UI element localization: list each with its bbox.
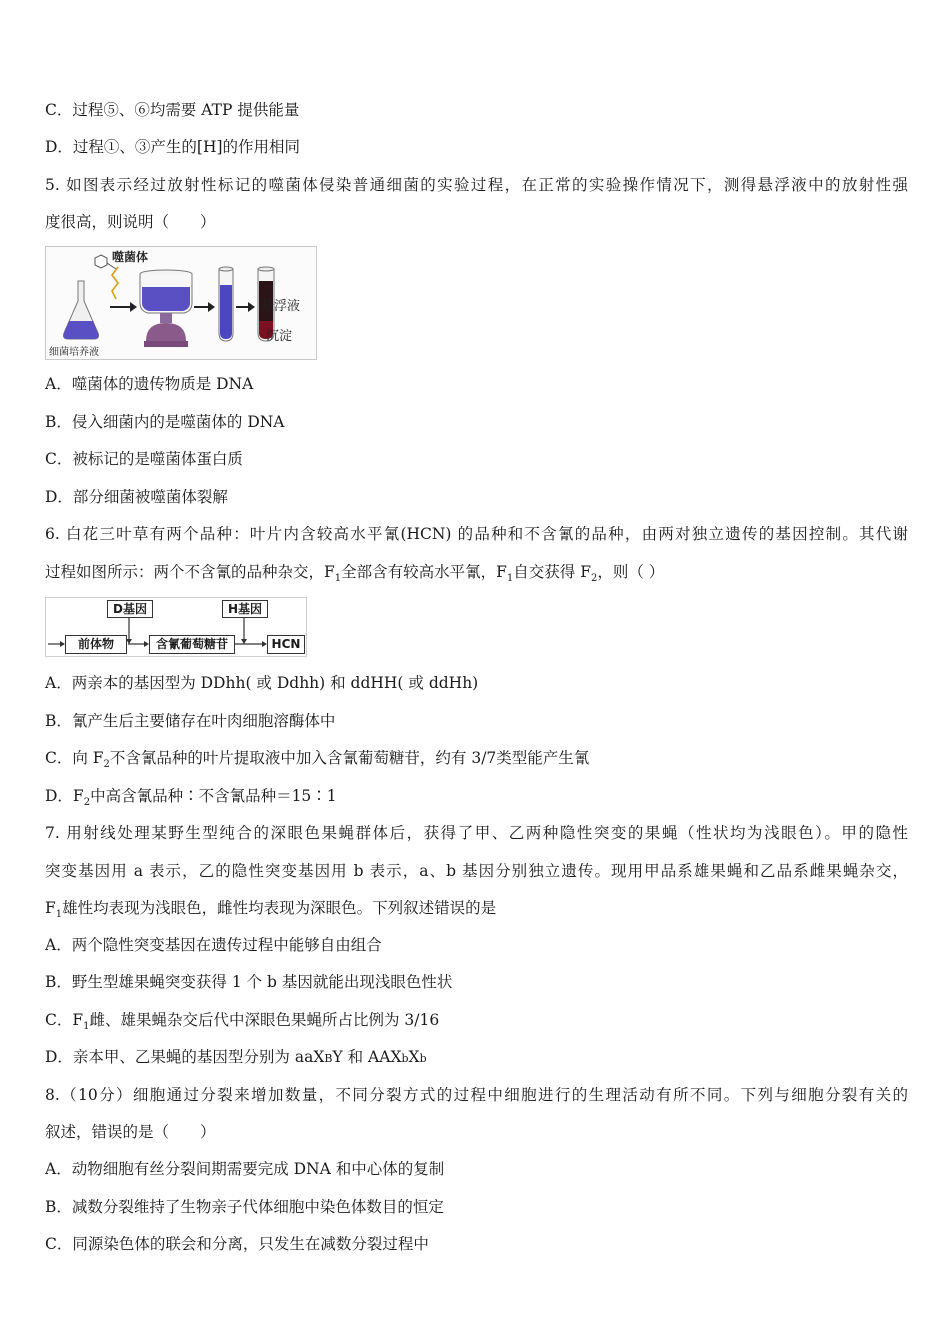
q6-option-b: B．氰产生后主要储存在叶肉细胞溶酶体中 bbox=[45, 712, 336, 730]
q5-option-d: D．部分细菌被噬菌体裂解 bbox=[45, 488, 228, 506]
q5-stem-line1: 5. 如图表示经过放射性标记的噬菌体侵染普通细菌的实验过程，在正常的实验操作情况下，测得悬浮液中的放射性强 bbox=[45, 176, 908, 194]
phage-label: 噬菌体 bbox=[112, 250, 149, 264]
q5-stem-line2: 度很高，则说明（ ） bbox=[45, 213, 216, 231]
q8-stem-line1: 8.（10分）细胞通过分裂来增加数量，不同分裂方式的过程中细胞进行的生理活动有所不同。下列与细胞分裂有关的 bbox=[45, 1086, 908, 1104]
funnel-icon bbox=[140, 270, 192, 347]
q4-option-d: D．过程①、③产生的[H]的作用相同 bbox=[45, 138, 301, 156]
q6-stem-line1: 6. 白花三叶草有两个品种：叶片内含较高水平氰(HCN) 的品种和不含氰的品种，由两对独立遗传的基因控制。其代谢 bbox=[45, 525, 908, 543]
q7-option-a: A．两个隐性突变基因在遗传过程中能够自由组合 bbox=[45, 936, 382, 954]
hcn-box: HCN bbox=[267, 635, 305, 654]
q7-stem-line2: 突变基因用 a 表示，乙的隐性突变基因用 b 表示，a、b 基因分别独立遗传。现用甲品系雄果蝇和乙品系雌果蝇杂交， bbox=[45, 862, 908, 880]
culture-label: 细菌培养液 bbox=[49, 347, 99, 358]
q8-option-b: B．减数分裂维持了生物亲子代体细胞中染色体数目的恒定 bbox=[45, 1198, 444, 1216]
arrow-1 bbox=[110, 302, 137, 312]
q8-stem-line2: 叙述，错误的是（ ） bbox=[45, 1123, 216, 1141]
q4-option-c: C．过程⑤、⑥均需要 ATP 提供能量 bbox=[45, 101, 300, 119]
supernatant-label: 悬浮液 bbox=[261, 299, 301, 314]
q7-stem-line3: $F_1$雄性均表现为浅眼色，雌性均表现为深眼色。下列叙述错误的是 bbox=[45, 899, 497, 920]
q8-option-a: A．动物细胞有丝分裂间期需要完成 DNA 和中心体的复制 bbox=[45, 1160, 445, 1178]
q7-option-b: B．野生型雄果蝇突变获得 1 个 b 基因就能出现浅眼色性状 bbox=[45, 973, 453, 991]
q5-option-c: C．被标记的是噬菌体蛋白质 bbox=[45, 450, 243, 468]
arrow-3 bbox=[236, 302, 255, 312]
q6-stem-line2: 过程如图所示：两个不含氰的品种杂交，$F_1$全部含有较高水平氰，$F_1$自交获得 $F_2$，则（ ） bbox=[45, 563, 665, 584]
sediment-label: 沉淀 bbox=[266, 329, 293, 344]
gene-d-box: D基因 bbox=[107, 600, 153, 618]
q8-option-c: C．同源染色体的联会和分离，只发生在减数分裂过程中 bbox=[45, 1235, 429, 1253]
flask-icon bbox=[64, 281, 99, 339]
q6-option-a: A．两亲本的基因型为 DDhh( 或 Ddhh) 和 ddHH( 或 ddHh) bbox=[45, 674, 479, 692]
phage-experiment-figure bbox=[45, 246, 317, 360]
precursor-box: 前体物 bbox=[65, 635, 127, 654]
q6-option-d: D．$F_2$中高含氰品种∶不含氰品种＝15∶1 bbox=[45, 787, 337, 808]
glucoside-box: 含氰葡萄糖苷 bbox=[149, 635, 235, 654]
q6-option-c: C．向 $F_2$不含氰品种的叶片提取液中加入含氰葡萄糖苷，约有 3/7类型能产生氰 bbox=[45, 749, 590, 770]
q7-option-d: D．亲本甲、乙果蝇的基因型分别为 aaXBY 和 AAXbXb bbox=[45, 1048, 427, 1066]
test-tube-1 bbox=[219, 267, 233, 341]
arrow-2 bbox=[194, 302, 215, 312]
q5-option-b: B．侵入细菌内的是噬菌体的 DNA bbox=[45, 413, 285, 431]
q7-stem-line1: 7. 用射线处理某野生型纯合的深眼色果蝇群体后，获得了甲、乙两种隐性突变的果蝇（性状均为浅眼色）。甲的隐性 bbox=[45, 824, 908, 842]
q7-option-c: C．$F_1$雌、雄果蝇杂交后代中深眼色果蝇所占比例为 3/16 bbox=[45, 1011, 440, 1032]
q5-option-a: A．噬菌体的遗传物质是 DNA bbox=[45, 375, 254, 393]
gene-h-box: H基因 bbox=[222, 600, 268, 618]
hcn-pathway-figure bbox=[45, 597, 307, 657]
